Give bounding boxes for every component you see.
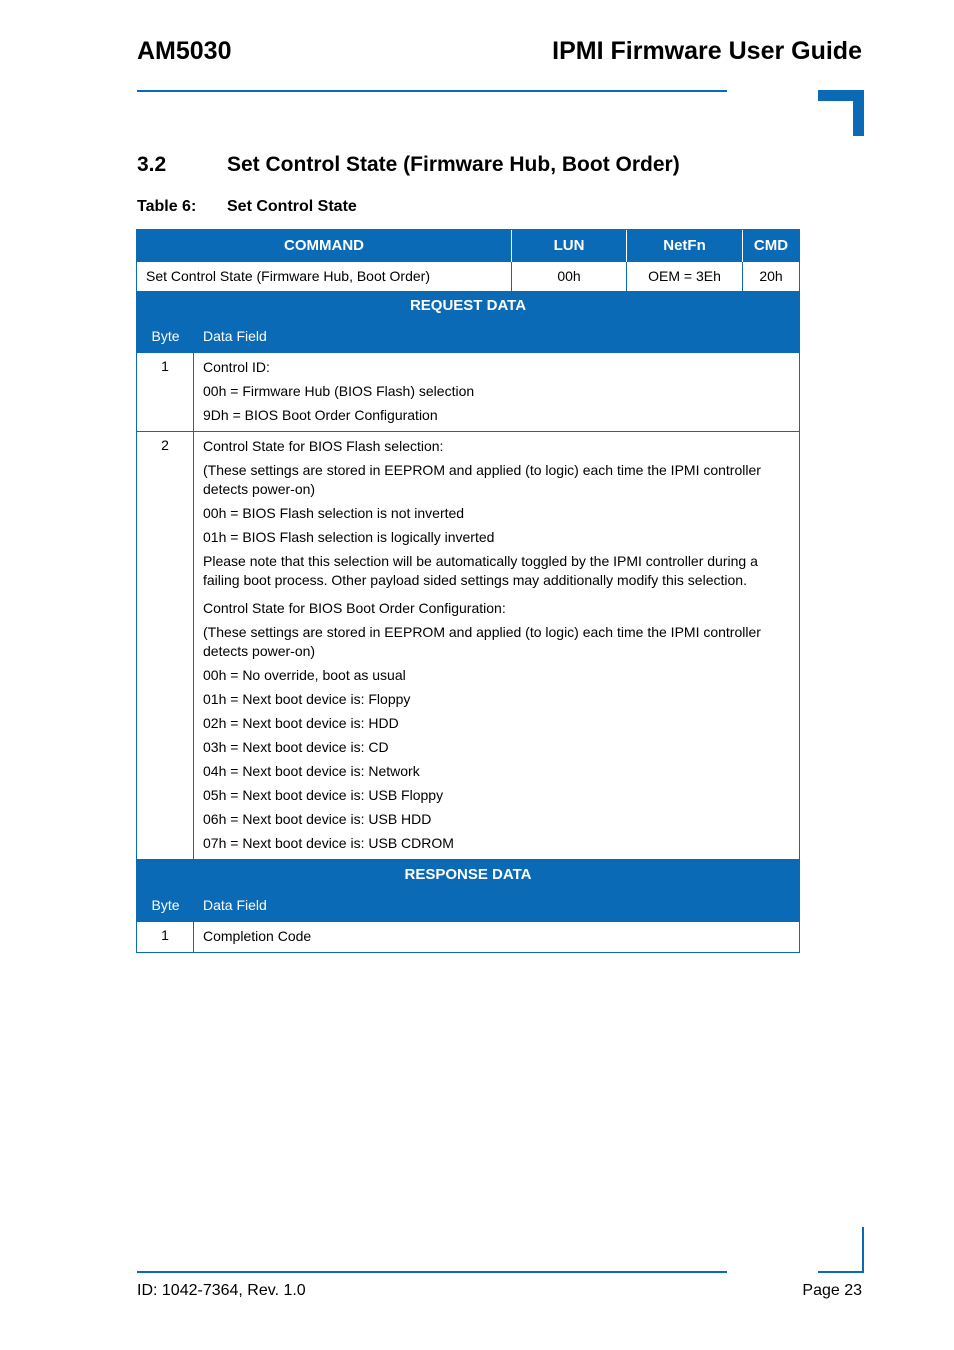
- command-row: [137, 262, 799, 291]
- data-field-line: 03h = Next boot device is: CD: [203, 739, 389, 755]
- data-field-line: 04h = Next boot device is: Network: [203, 763, 420, 779]
- col-header-netfn: NetFn: [627, 230, 743, 262]
- col-header-lun: LUN: [512, 230, 627, 262]
- col-header-command: COMMAND: [137, 230, 512, 262]
- command-header-row: [137, 230, 799, 262]
- header-rule: [137, 90, 727, 92]
- byte-cell: 1: [137, 922, 194, 952]
- response-byte-label: Byte: [151, 897, 180, 913]
- byte-cell: 1: [137, 353, 194, 431]
- table-row: [137, 921, 799, 952]
- data-field-line: 01h = Next boot device is: Floppy: [203, 691, 411, 707]
- table-caption-title: Set Control State: [227, 198, 357, 215]
- command-name: Set Control State (Firmware Hub, Boot Order): [137, 262, 512, 291]
- data-field-cell: [194, 432, 799, 859]
- section-title: Set Control State (Firmware Hub, Boot Order): [227, 153, 680, 176]
- table-row: [137, 431, 799, 859]
- command-netfn: OEM = 3Eh: [627, 262, 743, 291]
- data-field-line: 00h = No override, boot as usual: [203, 667, 406, 683]
- data-field-line: Completion Code: [203, 928, 312, 944]
- data-field-line: 07h = Next boot device is: USB CDROM: [203, 835, 454, 851]
- response-data-title: RESPONSE DATA: [404, 866, 532, 883]
- data-field-line: 01h = BIOS Flash selection is logically inverted: [203, 529, 495, 545]
- request-data-header: [137, 291, 799, 352]
- request-rows: [137, 352, 799, 859]
- response-rows: [137, 921, 799, 952]
- request-field-label: Data Field: [203, 328, 267, 344]
- data-field-line: Control ID:: [203, 359, 270, 375]
- data-field-cell: [194, 353, 799, 431]
- data-field-line: 00h = Firmware Hub (BIOS Flash) selection: [203, 383, 475, 399]
- command-cmd: 20h: [759, 268, 783, 284]
- corner-mark-bottom: [818, 1227, 864, 1273]
- byte-cell: 2: [137, 432, 194, 859]
- request-data-title: REQUEST DATA: [409, 297, 527, 314]
- footer-page-number: Page 23: [802, 1282, 862, 1299]
- command-lun: 00h: [512, 262, 627, 291]
- header-guide-title: IPMI Firmware User Guide: [552, 37, 862, 65]
- data-field-cell: [194, 922, 799, 952]
- col-header-cmd: CMD: [753, 237, 789, 254]
- table-row: [137, 352, 799, 431]
- data-field-line: (These settings are stored in EEPROM and applied (to logic) each time the IPMI controller detects power-on): [203, 462, 761, 497]
- request-byte-label: Byte: [151, 328, 180, 344]
- footer-rule: [137, 1271, 727, 1273]
- data-field-line: 05h = Next boot device is: USB Floppy: [203, 787, 444, 803]
- data-field-line: Control State for BIOS Boot Order Configuration:: [203, 600, 506, 616]
- response-data-header: [137, 859, 799, 921]
- data-field-line: 02h = Next boot device is: HDD: [203, 715, 399, 731]
- data-field-line: 9Dh = BIOS Boot Order Configuration: [203, 407, 438, 423]
- table-caption-label: Table 6:: [137, 198, 197, 215]
- data-field-line: 00h = BIOS Flash selection is not inverted: [203, 505, 465, 521]
- response-field-label: Data Field: [203, 897, 267, 913]
- corner-mark-top: [818, 90, 864, 136]
- section-number: 3.2: [137, 153, 167, 176]
- header-product: AM5030: [137, 37, 232, 65]
- footer-doc-id: ID: 1042-7364, Rev. 1.0: [137, 1282, 306, 1299]
- data-field-line: (These settings are stored in EEPROM and applied (to logic) each time the IPMI controller detects power-on): [203, 624, 761, 659]
- data-field-line: 06h = Next boot device is: USB HDD: [203, 811, 432, 827]
- response-subheader-row: [137, 890, 799, 921]
- data-field-line: Control State for BIOS Flash selection:: [203, 438, 444, 454]
- data-field-line: Please note that this selection will be automatically toggled by the IPMI controller during a failing boot process. Other payload sided settings may additionally modify this selection.: [203, 553, 758, 588]
- set-control-state-table: [136, 229, 800, 953]
- request-subheader-row: [137, 321, 799, 352]
